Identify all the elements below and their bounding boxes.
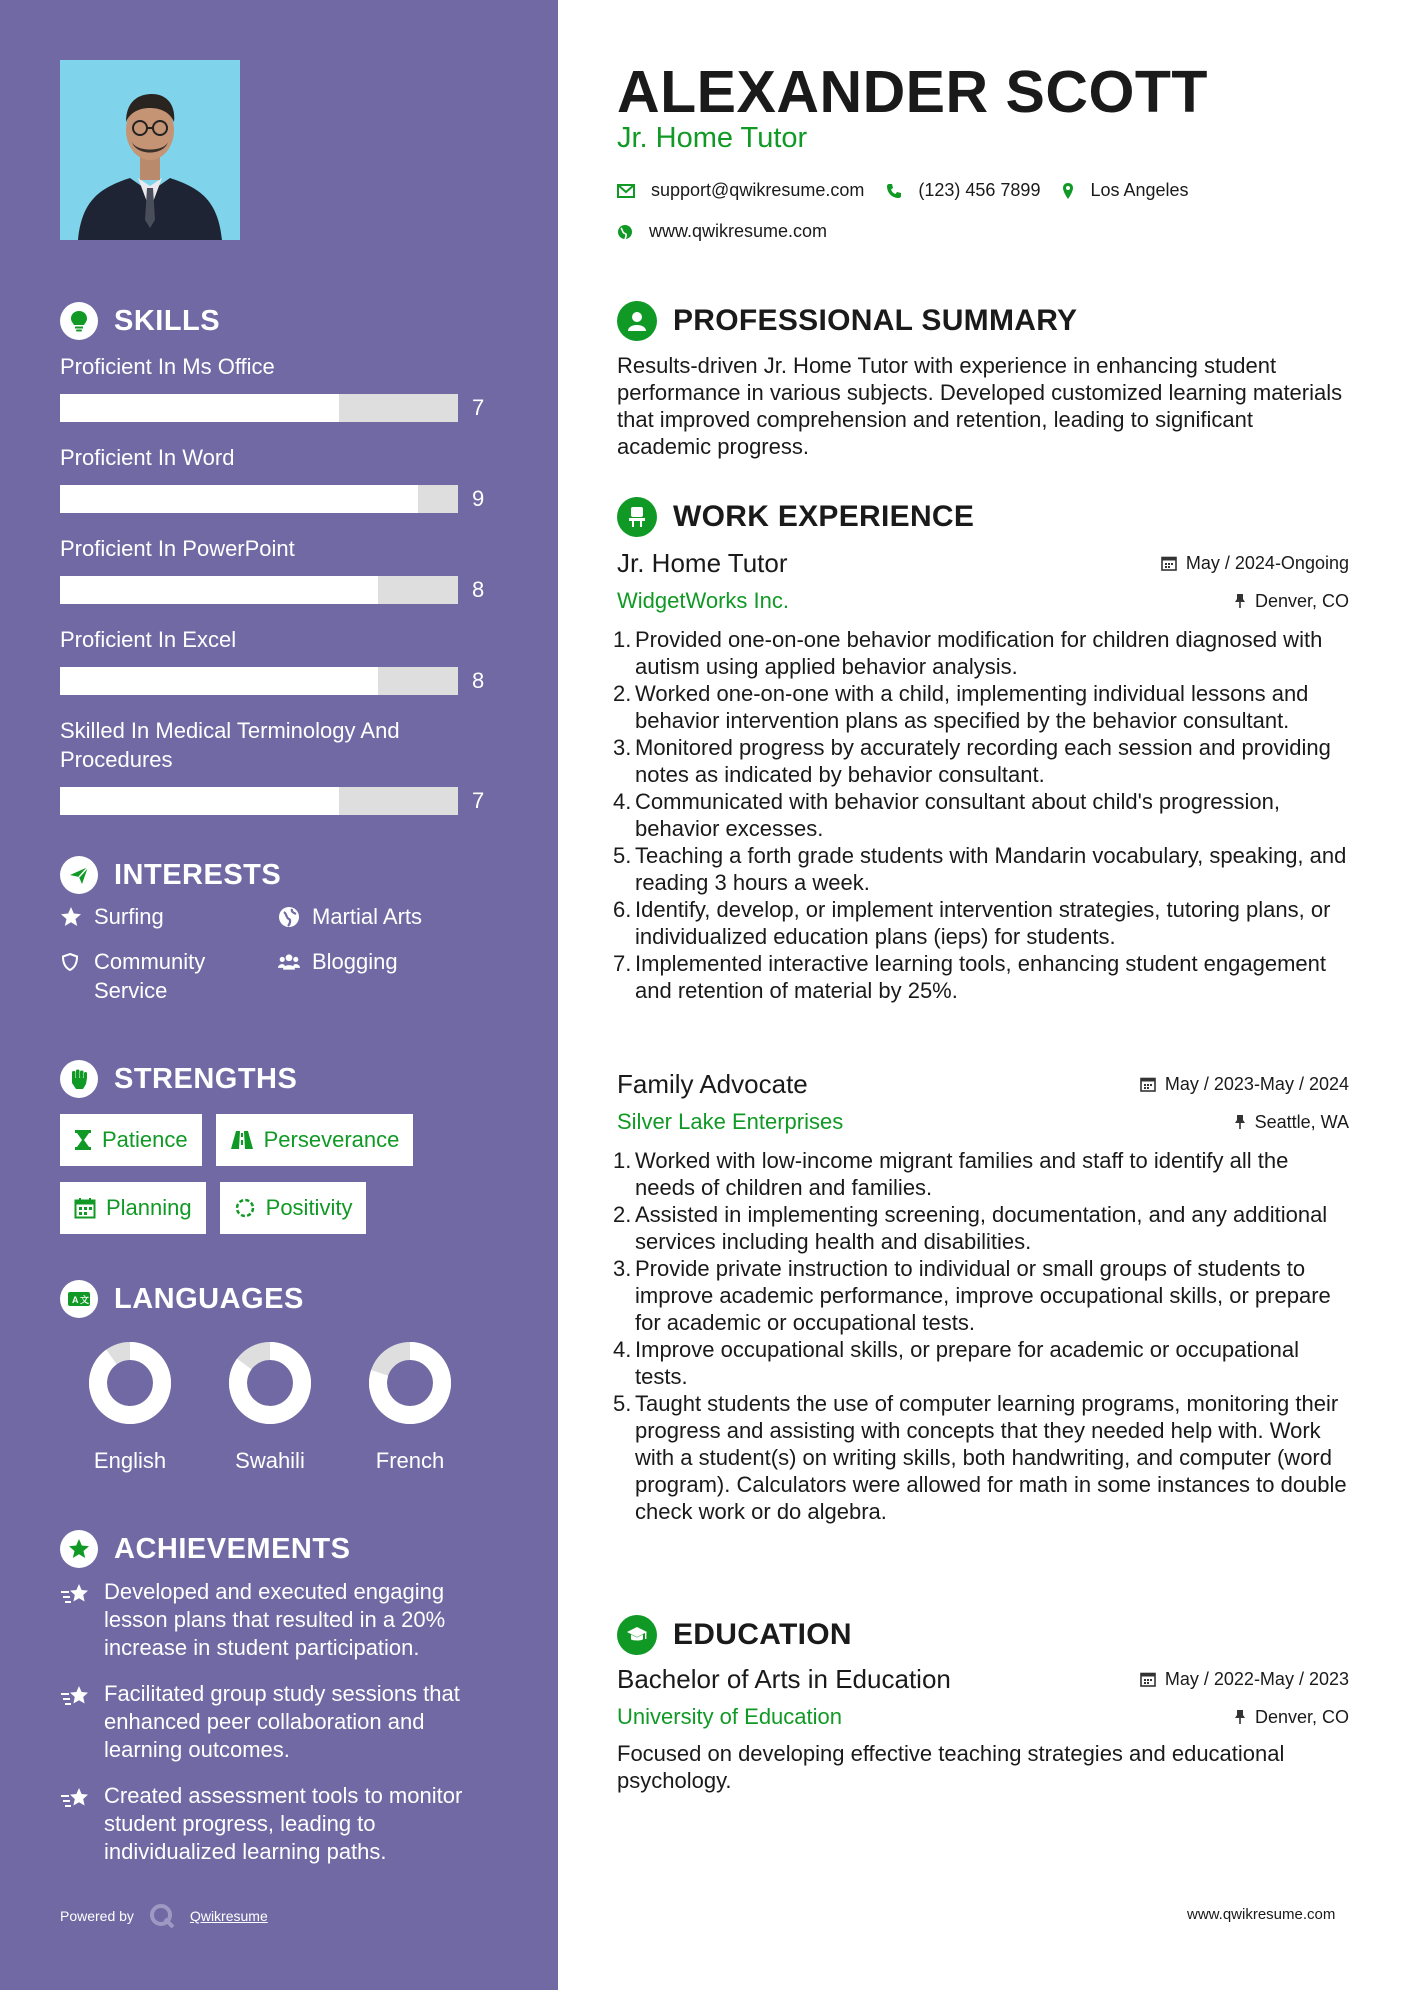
envelope-icon: [617, 184, 635, 198]
skill-item: [60, 443, 500, 514]
company-name: Silver Lake Enterprises: [617, 1109, 844, 1134]
powered-by: [60, 1902, 268, 1930]
job-dates: [1161, 553, 1349, 574]
achievements-heading-text: ACHIEVEMENTS: [114, 1532, 351, 1565]
education-dates-text: May / 2022-May / 2023: [1164, 1668, 1349, 1689]
experience-heading: [617, 496, 974, 538]
globe-icon: [617, 224, 633, 240]
achievement-item: [60, 1782, 500, 1866]
skill-bar-fill: [60, 394, 339, 422]
job-bullet: Provide private instruction to individual or small groups of students to improve academic performance, improve occupational skills, or prepare for academic or occupational tests.: [635, 1256, 1331, 1335]
school-name: University of Education: [617, 1704, 842, 1729]
summary-heading-text: PROFESSIONAL SUMMARY: [673, 304, 1078, 337]
job-entry: [617, 546, 1349, 1004]
achievement-text: Created assessment tools to monitor student progress, leading to individualized learning paths.: [104, 1783, 463, 1864]
contact-phone: [886, 180, 1040, 201]
powered-by-label: Powered by: [60, 1908, 134, 1924]
graduation-icon: [617, 1615, 657, 1655]
qwikresume-link[interactable]: Qwikresume: [189, 1908, 268, 1924]
lightbulb-icon: [60, 302, 98, 340]
summary-text: Results-driven Jr. Home Tutor with experience in enhancing student performance in various subjects. Developed customized learning materials that improved comprehension and retention, leading to significant academic progress.: [617, 353, 1343, 459]
job-bullets: [617, 626, 1349, 1004]
phone-icon: [886, 183, 902, 199]
job-bullet: Implemented interactive learning tools, enhancing student engagement and retention of material by 25%.: [635, 951, 1327, 1003]
skill-bar: [60, 394, 458, 422]
interest-label: Blogging: [312, 949, 398, 974]
svg-text:文: 文: [80, 1295, 90, 1305]
skill-item: [60, 534, 500, 605]
summary-heading: [617, 300, 1077, 342]
job-title: Family Advocate: [617, 1068, 808, 1099]
education-heading-text: EDUCATION: [673, 1618, 852, 1651]
pushpin-icon: [1234, 593, 1246, 609]
job-location: [1234, 591, 1349, 612]
language-item: [60, 1340, 200, 1474]
strength-chip: [60, 1182, 206, 1234]
star-icon: [60, 902, 82, 931]
skill-item: [60, 352, 500, 423]
job-bullet: Provided one-on-one behavior modification for children diagnosed with autism using applied behavior analysis.: [635, 627, 1323, 679]
trophy-star-icon: [60, 1680, 92, 1764]
skill-bar: [60, 485, 458, 513]
job-location: [1234, 1112, 1349, 1133]
job-bullet: Assisted in implementing screening, documentation, and any additional services including health and disabilities.: [635, 1202, 1328, 1254]
candidate-title: Jr. Home Tutor: [617, 122, 808, 154]
achievement-text: Facilitated group study sessions that enhanced peer collaboration and learning outcomes.: [104, 1681, 460, 1762]
phone-text: (123) 456 7899: [918, 180, 1041, 200]
location-text: Los Angeles: [1090, 180, 1189, 200]
contact-website: [617, 221, 827, 242]
language-name: Swahili: [235, 1448, 305, 1473]
education-entry: [617, 1662, 1349, 1794]
strength-label: Perseverance: [263, 1127, 400, 1152]
skills-heading-text: SKILLS: [114, 304, 221, 337]
strength-label: Planning: [106, 1195, 192, 1220]
interest-label: Surfing: [94, 904, 164, 929]
interests-list: [60, 902, 520, 1005]
skill-value: 9: [472, 486, 485, 511]
skill-name: Proficient In Excel: [60, 627, 237, 652]
pushpin-icon: [1234, 1709, 1246, 1725]
interest-label: Martial Arts: [312, 904, 423, 929]
trophy-star-icon: [60, 1578, 92, 1662]
education-dates: [1140, 1669, 1349, 1690]
skill-value: 8: [472, 577, 485, 602]
skill-bar-fill: [60, 576, 378, 604]
language-name: French: [375, 1448, 445, 1473]
strengths-list: [60, 1114, 520, 1250]
company-name: WidgetWorks Inc.: [617, 588, 789, 613]
candidate-name: ALEXANDER SCOTT: [617, 59, 1208, 125]
skill-value: 7: [472, 788, 485, 813]
job-title: Jr. Home Tutor: [617, 547, 788, 578]
job-dates-text: May / 2024-Ongoing: [1185, 552, 1349, 573]
chair-icon: [617, 497, 657, 537]
degree-title: Bachelor of Arts in Education: [617, 1663, 951, 1694]
skill-name: Skilled In Medical Terminology And Procedures: [60, 718, 400, 772]
job-bullets: [617, 1147, 1349, 1525]
languages-list: [60, 1340, 480, 1474]
job-bullet: Worked one-on-one with a child, implementing individual lessons and behavior intervention plans as specified by the behavior consultant.: [635, 681, 1309, 733]
skill-bar-fill: [60, 667, 378, 695]
language-donut: [227, 1340, 313, 1426]
calendar-icon: [1161, 555, 1177, 571]
paper-plane-icon: [60, 856, 98, 894]
achievements-heading: [60, 1529, 350, 1569]
hourglass-icon: [74, 1129, 92, 1151]
skill-bar: [60, 576, 458, 604]
skills-heading: [60, 301, 220, 341]
skill-bar: [60, 667, 458, 695]
strength-label: Positivity: [265, 1195, 353, 1220]
job-entry: [617, 1067, 1349, 1525]
contact-row: [617, 180, 1211, 201]
interest-item: [278, 902, 508, 931]
skill-bar-fill: [60, 485, 418, 513]
skill-item: [60, 716, 500, 816]
achievement-item: [60, 1578, 500, 1662]
strength-chip: [216, 1114, 414, 1166]
user-icon: [617, 301, 657, 341]
languages-heading: [60, 1279, 304, 1319]
fist-icon: [60, 1060, 98, 1098]
language-item: [340, 1340, 480, 1474]
skill-name: Proficient In PowerPoint: [60, 536, 295, 561]
skill-value: 7: [472, 395, 485, 420]
sidebar: [0, 0, 558, 1990]
education-location-text: Denver, CO: [1254, 1706, 1349, 1727]
skill-value: 8: [472, 668, 485, 693]
skill-item: [60, 625, 500, 696]
job-bullet: Teaching a forth grade students with Mandarin vocabulary, speaking, and reading 3 hours a week.: [635, 843, 1347, 895]
job-bullet: Improve occupational skills, or prepare for academic or occupational tests.: [635, 1337, 1299, 1389]
contact-location: [1062, 180, 1188, 201]
achievements-list: [60, 1578, 500, 1884]
users-icon: [278, 947, 300, 976]
skill-name: Proficient In Word: [60, 445, 235, 470]
calendar-icon: [1140, 1671, 1156, 1687]
calendar-icon: [74, 1197, 96, 1219]
interest-item: [278, 947, 508, 1005]
strength-chip: [220, 1182, 367, 1234]
interests-heading-text: INTERESTS: [114, 858, 282, 891]
skill-bar: [60, 787, 458, 815]
contact-email: [617, 180, 864, 201]
trophy-star-icon: [60, 1782, 92, 1866]
language-icon: [60, 1280, 98, 1318]
experience-heading-text: WORK EXPERIENCE: [673, 500, 975, 533]
job-location-text: Seattle, WA: [1254, 1111, 1349, 1132]
interest-item: [60, 947, 278, 1005]
language-donut: [367, 1340, 453, 1426]
calendar-icon: [1140, 1076, 1156, 1092]
interest-item: [60, 902, 278, 931]
strengths-heading-text: STRENGTHS: [114, 1062, 298, 1095]
job-bullet: Worked with low-income migrant families and staff to identify all the needs of children and families.: [635, 1148, 1289, 1200]
skill-name: Proficient In Ms Office: [60, 354, 275, 379]
skill-bar-fill: [60, 787, 339, 815]
contact-row-2: [617, 221, 849, 242]
language-donut: [87, 1340, 173, 1426]
language-item: [200, 1340, 340, 1474]
education-description: Focused on developing effective teaching strategies and educational psychology.: [617, 1741, 1285, 1793]
star-badge-icon: [60, 1530, 98, 1568]
strength-chip: [60, 1114, 202, 1166]
profile-photo: [60, 60, 240, 240]
footer-url[interactable]: www.qwikresume.com: [1187, 1906, 1336, 1923]
job-bullet: Monitored progress by accurately recording each session and providing notes as indicated by behavior consultant.: [635, 735, 1331, 787]
website-text[interactable]: www.qwikresume.com: [649, 221, 828, 241]
interest-label: Community Service: [94, 949, 206, 1003]
road-icon: [230, 1130, 254, 1150]
job-dates-text: May / 2023-May / 2024: [1164, 1073, 1349, 1094]
strengths-heading: [60, 1059, 297, 1099]
globe-icon: [278, 902, 300, 931]
education-location: [1234, 1707, 1349, 1728]
shield-icon: [60, 947, 82, 976]
interests-heading: [60, 855, 281, 895]
job-location-text: Denver, CO: [1254, 590, 1349, 611]
email-text[interactable]: support@qwikresume.com: [651, 180, 865, 200]
achievement-item: [60, 1680, 500, 1764]
skills-list: [60, 352, 500, 836]
job-bullet: Communicated with behavior consultant about child's progression, behavior excesses.: [635, 789, 1280, 841]
spinner-icon: [234, 1197, 256, 1219]
language-donut-fill: [98, 1351, 162, 1415]
map-pin-icon: [1062, 182, 1074, 200]
strength-label: Patience: [102, 1127, 188, 1152]
qwikresume-logo-icon: [148, 1902, 176, 1930]
language-name: English: [93, 1448, 167, 1473]
job-bullet: Taught students the use of computer learning programs, monitoring their progress and assisting with concepts that they needed help with. Work with a student(s) on writing skills, both handwriting, and computer (word program). Calculators were allowed for math in some instances to double check work or do algebra.: [635, 1391, 1347, 1524]
pushpin-icon: [1234, 1114, 1246, 1130]
languages-heading-text: LANGUAGES: [114, 1282, 304, 1315]
job-dates: [1140, 1074, 1349, 1095]
education-heading: [617, 1614, 852, 1656]
achievement-text: Developed and executed engaging lesson plans that resulted in a 20% increase in student participation.: [104, 1579, 446, 1660]
job-bullet: Identify, develop, or implement intervention strategies, tutoring plans, or individualized education plans (ieps) for students.: [635, 897, 1331, 949]
svg-text:A: A: [72, 1295, 79, 1305]
